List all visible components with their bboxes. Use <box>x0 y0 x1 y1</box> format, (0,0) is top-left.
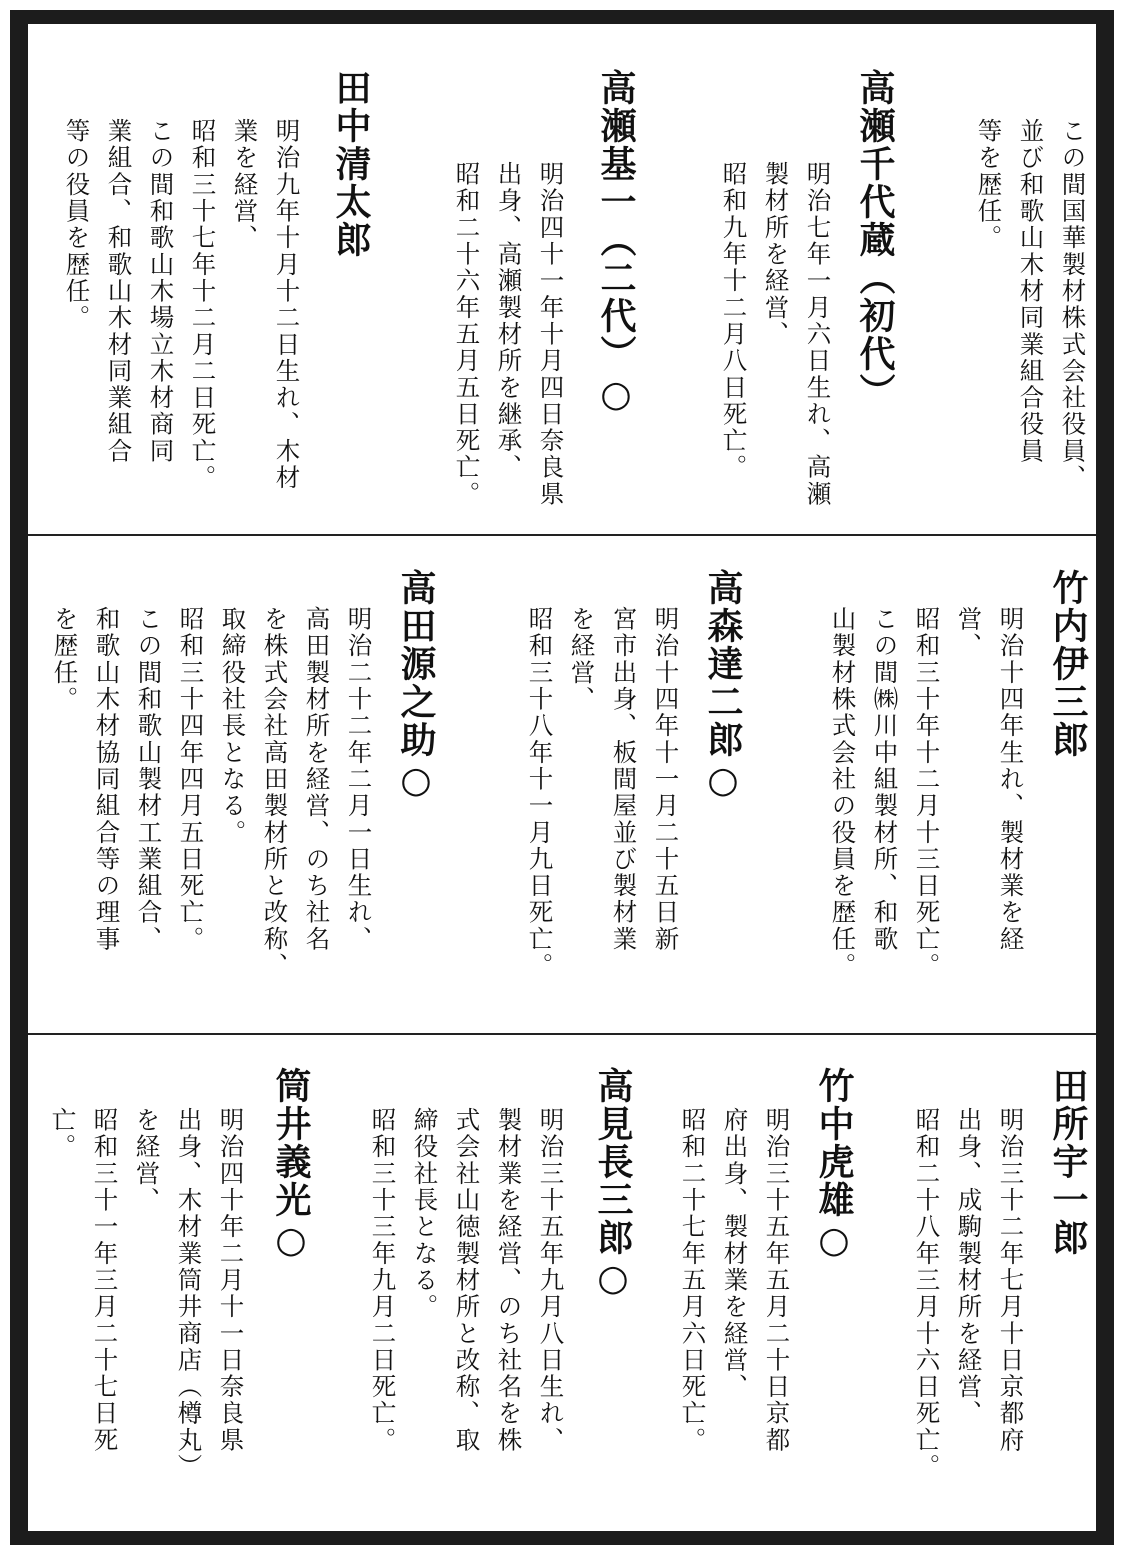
entry-name: 高田源之助○ <box>395 569 437 803</box>
intro-line: 等を歴任。 <box>974 118 1004 252</box>
entry-line: 明治三十五年五月二十日京都 <box>762 1107 792 1454</box>
entry-line: 明治二十二年二月一日生れ、 <box>344 606 374 953</box>
entry-line: 明治十四年生れ、製材業を経 <box>996 606 1026 953</box>
entry-line: 亡。 <box>48 1107 78 1161</box>
entry-line: 明治七年一月六日生れ、高瀬 <box>803 161 833 508</box>
entry-line: 明治九年十月十二日生れ、木材 <box>272 118 302 492</box>
entry-line: 製材所を経営、 <box>761 161 791 348</box>
entry-line: この間㈱川中組製材所、和歌 <box>870 606 900 953</box>
entry-name: 高見長三郎○ <box>592 1067 634 1301</box>
entry-line: 取締役社長となる。 <box>218 606 248 846</box>
intro-line: 並び和歌山木材同業組合役員 <box>1016 118 1046 465</box>
section-divider <box>28 534 1096 536</box>
entry-line: 昭和二十六年五月五日死亡。 <box>452 161 482 508</box>
entry-line: 出身、成駒製材所を経営、 <box>954 1107 984 1427</box>
entry-line: 高田製材所を経営、のち社名 <box>302 606 332 953</box>
entry-line: 等の役員を歴任。 <box>62 118 92 332</box>
entry-line: 昭和三十一年三月二十七日死 <box>90 1107 120 1454</box>
entry-line: 出身、木材業筒井商店（樽丸） <box>174 1107 204 1481</box>
entry-line: 昭和三十八年十一月九日死亡。 <box>525 606 555 980</box>
entry-name: 竹内伊三郎 <box>1047 569 1089 759</box>
entry-line: 明治三十二年七月十日京都府 <box>996 1107 1026 1454</box>
entry-line: を株式会社高田製材所と改称、 <box>260 606 290 980</box>
entry-line: 和歌山木材協同組合等の理事 <box>92 606 122 953</box>
entry-line: この間和歌山製材工業組合、 <box>134 606 164 953</box>
entry-line: 山製材株式会社の役員を歴任。 <box>828 606 858 980</box>
entry-line: 昭和三十年十二月十三日死亡。 <box>912 606 942 980</box>
entry-line: 製材業を経営、のち社名を株 <box>494 1107 524 1454</box>
entry-line: 営、 <box>954 606 984 660</box>
entry-name: 筒井義光○ <box>270 1067 312 1263</box>
entry-line: を経営、 <box>132 1107 162 1214</box>
entry-line: 明治三十五年九月八日生れ、 <box>536 1107 566 1454</box>
entry-line: 明治十四年十一月二十五日新 <box>651 606 681 953</box>
page-border <box>10 10 1114 1545</box>
entry-line: 業を経営、 <box>230 118 260 252</box>
entry-name: 田中清太郎 <box>330 69 372 259</box>
entry-line: 昭和三十三年九月二日死亡。 <box>368 1107 398 1454</box>
entry-line: この間和歌山木場立木材商同 <box>146 118 176 465</box>
entry-line: 昭和二十七年五月六日死亡。 <box>678 1107 708 1454</box>
section-divider <box>28 1033 1096 1035</box>
entry-line: 締役社長となる。 <box>410 1107 440 1321</box>
entry-line: 府出身、製材業を経営、 <box>720 1107 750 1401</box>
entry-line: 式会社山徳製材所と改称、取 <box>452 1107 482 1454</box>
entry-line: 昭和九年十二月八日死亡。 <box>719 161 749 481</box>
entry-line: 宮市出身、板間屋並び製材業 <box>609 606 639 953</box>
entry-line: 出身、高瀬製材所を継承、 <box>494 161 524 481</box>
intro-line: この間国華製材株式会社役員、 <box>1058 118 1088 492</box>
entry-line: 昭和三十七年十二月二日死亡。 <box>188 118 218 492</box>
entry-name: 高瀬基一（二代）○ <box>595 69 637 417</box>
page-content <box>28 24 1096 1531</box>
entry-line: 業組合、和歌山木材同業組合 <box>104 118 134 465</box>
entry-name: 高森達二郎○ <box>702 569 744 803</box>
entry-line: 昭和三十四年四月五日死亡。 <box>176 606 206 953</box>
entry-line: 明治四十一年十月四日奈良県 <box>536 161 566 508</box>
entry-name: 高瀬千代蔵（初代） <box>854 69 896 411</box>
entry-line: を歴任。 <box>50 606 80 713</box>
entry-line: 昭和二十八年三月十六日死亡。 <box>912 1107 942 1481</box>
entry-line: 明治四十年二月十一日奈良県 <box>216 1107 246 1454</box>
entry-name: 田所宇一郎 <box>1047 1067 1089 1257</box>
entry-name: 竹中虎雄○ <box>813 1067 855 1263</box>
entry-line: を経営、 <box>567 606 597 713</box>
